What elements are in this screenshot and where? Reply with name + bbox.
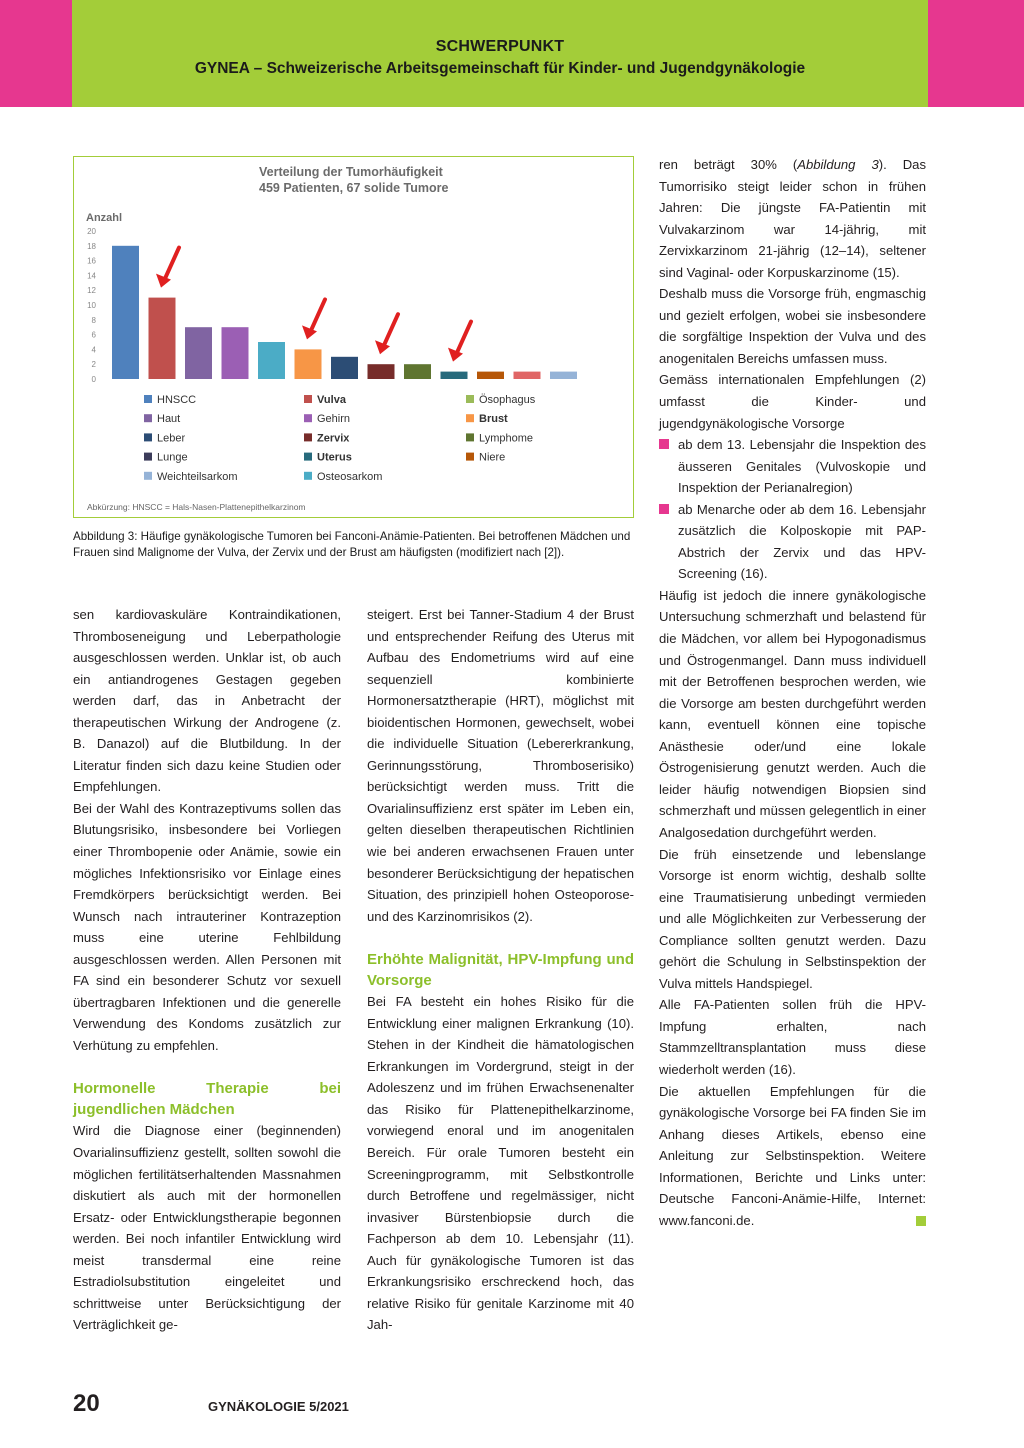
paragraph: Bei FA besteht ein hohes Risiko für die Entwicklung einer malignen Erkrankung (10). Stehen in der Kindheit die hämatologischen Erkrankungen im Vordergrund, steigt in der Adoleszenz und im frühen Erwachsenenalter das Risiko für Plattenepithelkarzinome, vorwiegend enoral und im anogenitalen Bereich. Für orale Tumoren besteht ein Screeningprogramm, mit Selbstkontrolle durch Betroffene und regelmässiger, nicht invasiver Bürstenbiopsie durch die Fachperson ab dem 10. Lebensjahr (11). Auch für gynäkologische Tumoren ist das Erkrankungsrisiko erschreckend hoch, das relative Risiko für genitale Karzinome mit 40 Jah- bbox=[367, 994, 634, 1333]
bar-brust bbox=[295, 349, 322, 379]
legend-swatch bbox=[144, 395, 152, 403]
bullet-square-icon bbox=[659, 439, 669, 449]
red-arrow-icon bbox=[165, 248, 179, 279]
column-2 bbox=[367, 604, 634, 1336]
paragraph: Wird die Diagnose einer (beginnenden) Ovarialinsuffizienz gestellt, sollten sowohl die möglichen fertilitätserhaltenden Massnahmen diskutiert als auch mit der hormonellen Ersatz- oder Entwicklungstherapie begonnen werden. Bei noch infantiler Entwicklung wird meist transdermal eine reine Estradiolsubstitution eingeleitet und schrittweise unter Berücksichtigung der Verträglichkeit ge- bbox=[73, 1123, 341, 1333]
chart-title: Verteilung der Tumorhäufigkeit bbox=[259, 165, 443, 179]
chart-subtitle: 459 Patienten, 67 solide Tumore bbox=[259, 181, 449, 195]
legend-swatch bbox=[466, 395, 474, 403]
bar-lymphome bbox=[404, 364, 431, 379]
list-item-text: ab dem 13. Lebensjahr die Inspektion des äusseren Genitales (Vulvoskopie und Inspektion der Perianalregion) bbox=[678, 437, 926, 496]
column-3 bbox=[659, 154, 926, 1231]
legend-label: Zervix bbox=[317, 432, 350, 445]
bar-leber bbox=[331, 357, 358, 379]
red-arrow-head-icon bbox=[375, 340, 390, 354]
red-arrow-icon bbox=[457, 322, 471, 353]
y-tick-label: 18 bbox=[87, 241, 96, 251]
y-axis-label: Anzahl bbox=[86, 212, 123, 224]
y-tick-label: 12 bbox=[87, 286, 96, 296]
y-tick-label: 16 bbox=[87, 256, 96, 266]
paragraph: Die früh einsetzende und lebenslange Vorsorge ist enorm wichtig, deshalb sollte eine Traumatisierung unbedingt vermieden und alle Möglichkeiten zur Verbesserung der Compliance sollten genutzt werden. Dazu gehört die Schulung in Selbstinspektion der Vulva mittels Handspiegel. bbox=[659, 846, 926, 991]
legend-label: Haut bbox=[157, 413, 181, 426]
legend-label: Weichteilsarkom bbox=[157, 470, 238, 483]
paragraph: Bei der Wahl des Kontrazeptivums sollen das Blutungsrisiko, insbesondere bei Vorliegen einer Thrombopenie oder Anämie, sowie ein mögliches Infektionsrisiko vor Einlage eines Fremdkörpers berücksichtigt werden. Bei Wunsch nach intrauteriner Kontrazeption muss eine uterine Fehlbildung ausgeschlossen werden. Allen Personen mit FA sind ein besonderer Schutz vor sexuell übertragbaren Infektionen und die generelle Verwendung des Kondoms zusätzlich zur Verhütung zu empfehlen. bbox=[73, 800, 341, 1053]
journal-issue: GYNÄKOLOGIE 5/2021 bbox=[208, 1399, 349, 1414]
y-tick-label: 4 bbox=[91, 345, 96, 355]
legend-swatch bbox=[466, 414, 474, 422]
legend-label: Vulva bbox=[317, 394, 346, 406]
legend-label: Niere bbox=[479, 451, 506, 464]
y-tick-label: 2 bbox=[91, 360, 96, 370]
section-heading-hormonal-therapy: Hormonelle Therapie bei jugendlichen Mädchen bbox=[73, 1080, 341, 1119]
legend-swatch bbox=[466, 453, 474, 461]
paragraph: steigert. Erst bei Tanner-Stadium 4 der Brust und entsprechender Reifung des Uterus mit Aufbau des Endometriums wird auf eine sequenziell kombinierte Hormonersatztherapie (HRT), möglichst mit bioidentischen Hormonen, gewechselt, wobei die individuelle Situation (Lebererkrankung, Gerinnungsstörung, Thromboserisiko) berücksichtigt werden muss. Tritt die Ovarialinsuffizienz erst später im Leben ein, gelten dieselben therapeutischen Richtlinien wie bei anderen erwachsenen Frauen unter besonderer Berücksichtigung der hepatischen Situation, des prinzipiell hohen Osteoporose- und des Karzinomrisikos (2). bbox=[367, 607, 634, 924]
red-arrow-icon bbox=[384, 314, 398, 345]
figure-caption: Abbildung 3: Häufige gynäkologische Tumoren bei Fanconi-Anämie-Patienten. Bei betroffenen Mädchen und Frauen sind Malignome der Vulva, der Zervix und der Brust am häufigsten (modifiziert nach [2]). bbox=[73, 530, 631, 559]
bar-niere bbox=[477, 372, 504, 379]
header-title: GYNEA – Schweizerische Arbeitsgemeinschaft für Kinder- und Jugendgynäkologie bbox=[194, 60, 806, 77]
paragraph: Alle FA-Patienten sollen früh die HPV-Impfung erhalten, nach Stammzelltransplantation muss diese wiederholt werden (16). bbox=[659, 997, 926, 1077]
list-item-text: ab Menarche oder ab dem 16. Lebensjahr zusätzlich die Kolposkopie mit PAP-Abstrich der Zervix und das HPV-Screening (16). bbox=[678, 501, 926, 582]
bar-gehirn bbox=[222, 327, 249, 379]
bar-hnscc bbox=[112, 246, 139, 379]
chart-footnote: Abkürzung: HNSCC = Hals-Nasen-Plattenepithelkarzinom bbox=[87, 502, 306, 512]
text-run: Die aktuellen Empfehlungen für die gynäkologische Vorsorge bei FA finden Sie im Anhang dieses Artikels, ebenso eine Anleitung zur Selbstinspektion. Weitere Informationen, Berichte und Links unter: Deutsche Fanconi-Anämie-Hilfe, Internet: www.fanconi.de. bbox=[659, 1083, 926, 1228]
column-1 bbox=[73, 604, 341, 1336]
legend-swatch bbox=[144, 433, 152, 441]
legend-label: Brust bbox=[479, 413, 508, 426]
paragraph: sen kardiovaskuläre Kontraindikationen, Thromboseneigung und Leberpathologie ausgeschlossen werden. Unklar ist, ob auch ein antiandrogenes Gestagen gegeben werden darf, das in Anbetracht der therapeutischen Wirkung der Androgene (z. B. Danazol) auf die Blutbildung. In der Literatur finden sich dazu keine Studien oder Empfehlungen. bbox=[73, 607, 341, 795]
y-tick-label: 14 bbox=[87, 271, 96, 281]
paragraph: Deshalb muss die Vorsorge früh, engmaschig und gezielt erfolgen, wobei sie insbesondere die sorgfältige Inspektion der Vulva und des anogenitalen Bereichs umfassen muss. bbox=[659, 286, 926, 366]
legend-label: Lymphome bbox=[479, 432, 534, 445]
bar-vulva bbox=[149, 298, 176, 379]
bar-weichteilsarkom bbox=[550, 372, 577, 379]
legend-swatch bbox=[144, 414, 152, 422]
y-tick-label: 20 bbox=[87, 227, 96, 236]
paragraph bbox=[659, 1081, 926, 1232]
paragraph: Häufig ist jedoch die innere gynäkologische Untersuchung schmerzhaft und belastend für die Mädchen, vor allem bei Hypogonadismus und Östrogenmangel. Dann muss individuell mit der Betroffenen besprochen werden, wie die Vorsorge am besten durchgeführt werden kann, eventuell können eine topische Anästhesie oder/und eine lokale Östrogenisierung genutzt werden. Auch die leider häufig notwendigen Biopsien sind schmerzhaft und müssen gelegentlich in einer Analgosedation durchgeführt werden. bbox=[659, 587, 926, 840]
y-tick-label: 6 bbox=[91, 330, 96, 340]
bar-zervix bbox=[368, 364, 395, 379]
y-tick-label: 10 bbox=[87, 301, 96, 310]
paragraph: Gemäss internationalen Empfehlungen (2) umfasst die Kinder- und jugendgynäkologische Vorsorge bbox=[659, 372, 926, 431]
legend-swatch bbox=[144, 472, 152, 480]
red-arrow-icon bbox=[311, 299, 325, 330]
page-header bbox=[72, 0, 928, 107]
bullet-list bbox=[659, 434, 926, 585]
legend-label: HNSCC bbox=[157, 394, 197, 406]
bar-chart bbox=[74, 157, 635, 519]
page-number: 20 bbox=[73, 1390, 100, 1417]
legend-label: Uterus bbox=[317, 451, 352, 464]
figure-reference: Abbildung 3 bbox=[797, 157, 879, 172]
legend-label: Leber bbox=[157, 432, 186, 445]
legend-label: Osteosarkom bbox=[317, 470, 383, 483]
red-arrow-head-icon bbox=[302, 325, 317, 339]
end-of-article-icon bbox=[916, 1216, 926, 1226]
bar-haut bbox=[185, 327, 212, 379]
bar-osteosarkom bbox=[514, 372, 541, 379]
red-arrow-head-icon bbox=[448, 348, 463, 362]
text-run: ). Das Tumorrisiko steigt leider schon in frühen Jahren: Die jüngste FA-Patientin mit Vulvakarzinom war 14-jährig, mit Zervixkarzinom 21-jährig (12–14), seltener sind Vaginal- oder Korpuskarzinome (15). bbox=[659, 157, 927, 280]
legend-swatch bbox=[304, 453, 312, 461]
text-run: ren beträgt 30% ( bbox=[659, 157, 798, 172]
legend-label: Ösophagus bbox=[479, 394, 536, 406]
list-item bbox=[659, 434, 926, 499]
legend-swatch bbox=[304, 433, 312, 441]
legend-swatch bbox=[466, 433, 474, 441]
legend-label: Gehirn bbox=[317, 413, 351, 426]
paragraph bbox=[659, 154, 926, 283]
legend-swatch bbox=[144, 453, 152, 461]
header-corner-right bbox=[928, 0, 1024, 107]
header-kicker: SCHWERPUNKT bbox=[435, 38, 565, 55]
red-arrow-head-icon bbox=[156, 274, 171, 288]
bar-uterus bbox=[441, 372, 468, 379]
y-tick-label: 8 bbox=[91, 315, 96, 325]
bullet-square-icon bbox=[659, 504, 669, 514]
figure-tumor-chart bbox=[73, 156, 634, 518]
legend-swatch bbox=[304, 472, 312, 480]
list-item bbox=[659, 499, 926, 585]
legend-label: Lunge bbox=[157, 451, 188, 464]
bar-ösophagus bbox=[258, 342, 285, 379]
legend-swatch bbox=[304, 414, 312, 422]
y-tick-label: 0 bbox=[91, 375, 96, 384]
header-corner-left bbox=[0, 0, 72, 107]
legend-swatch bbox=[304, 395, 312, 403]
section-heading-malignancy: Erhöhte Malignität, HPV-Impfung und Vorsorge bbox=[367, 951, 634, 990]
